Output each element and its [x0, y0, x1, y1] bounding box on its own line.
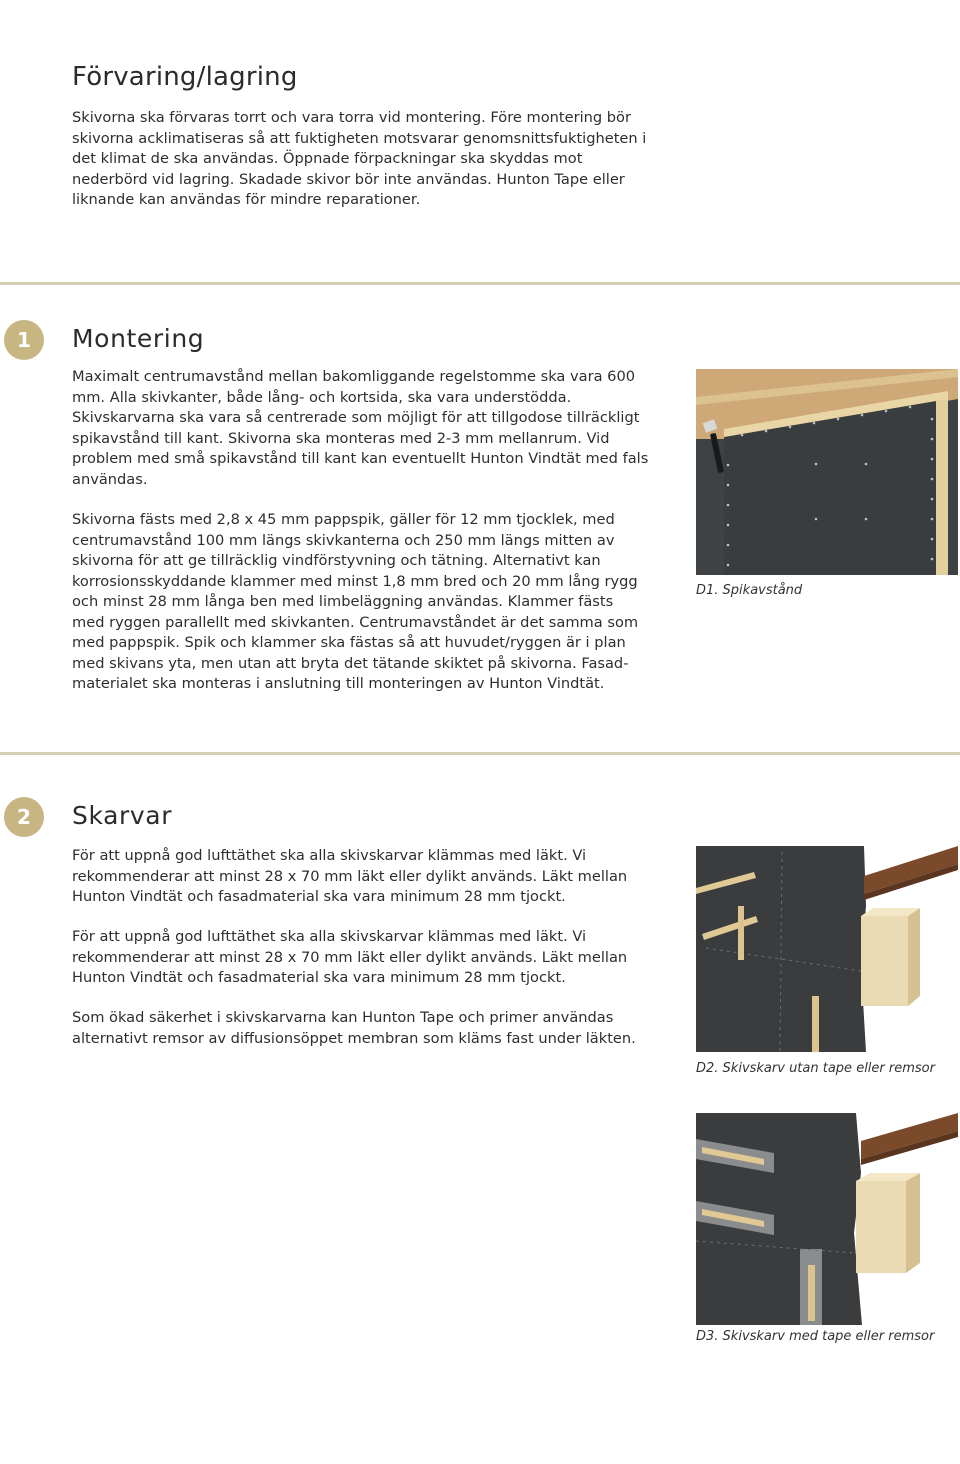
montering-paragraph-1: Maximalt centrumavstånd mellan bakomliggande regelstomme ska vara 600 mm. Alla skivkanter, både lång- och kortsida, ska vara understödda. Skivskarvarna ska vara så centrerade som möjligt för att tillgodose tillräckligt spikavstånd till kant. Skivorna ska monteras med 2-3 mm mellanrum. Vid problem med små spikavstånd till kant kan eventuellt Hunton Vindtät med fals användas.	[72, 368, 649, 488]
section-divider	[0, 752, 960, 755]
skarvar-paragraph-2: För att uppnå god lufttäthet ska alla skivskarvar klämmas med läkt. Vi rekommenderar att minst 28 x 70 mm läkt eller dylikt används. Läkt mellan Hunton Vindtät och fasadmaterial ska vara minimum 28 mm tjockt.	[72, 928, 628, 986]
section-number-badge: 2	[4, 797, 44, 837]
nail-spacing-illustration	[696, 369, 958, 575]
montering-paragraph-2: Skivorna fästs med 2,8 x 45 mm pappspik, gäller för 12 mm tjocklek, med centrumavstånd 100 mm längs skivkanterna och 250 mm längs mitten av skivorna för att ge tillräcklig vindförstyvning och tätning. Alternativt kan korrosionsskyddande klammer med minst 1,8 mm bred och 20 mm lång rygg och minst 28 mm långa ben med limbeläggning användas. Klammer fästs med ryggen parallellt med skivkanten. Centrumavståndet är det samma som med pappspik. Spik och klammer ska fästas så att huvudet/ryggen är i plan med skivans yta, men utan att bryta det tätande skiktet på skivorna. Fasad-materialet ska monteras i anslutning till monteringen av Hunton Vindtät.	[72, 511, 639, 692]
storage-text: Skivorna ska förvaras torrt och vara torra vid montering. Före montering bör skivorna acklimatiseras så att fuktigheten motsvarar genomsnittsfuktigheten i det klimat de ska användas. Öppnade förpackningar ska skyddas mot nederbörd vid lagring. Skadade skivor bör inte användas. Hunton Tape eller liknande kan användas för mindre reparationer.	[72, 109, 647, 208]
figure-caption-d1: D1. Spikavstånd	[696, 583, 803, 598]
section-number-badge: 1	[4, 320, 44, 360]
section-divider	[0, 282, 960, 285]
section-title-montering: Montering	[72, 324, 205, 353]
figure-caption-d2: D2. Skivskarv utan tape eller remsor	[696, 1061, 935, 1076]
skarvar-paragraph-3: Som ökad säkerhet i skivskarvarna kan Hunton Tape och primer användas alternativt remsor av diffusionsöppet membran som kläms fast under läkten.	[72, 1009, 636, 1047]
skarvar-paragraph-1: För att uppnå god lufttäthet ska alla skivskarvar klämmas med läkt. Vi rekommenderar att minst 28 x 70 mm läkt eller dylikt används. Läkt mellan Hunton Vindtät och fasadmaterial ska vara minimum 28 mm tjockt.	[72, 847, 628, 905]
storage-title: Förvaring/lagring	[72, 62, 298, 92]
figure-caption-d3: D3. Skivskarv med tape eller remsor	[696, 1329, 935, 1344]
taped-board-joint-illustration	[696, 1113, 958, 1325]
board-joint-illustration	[696, 846, 958, 1052]
section-title-skarvar: Skarvar	[72, 801, 173, 830]
